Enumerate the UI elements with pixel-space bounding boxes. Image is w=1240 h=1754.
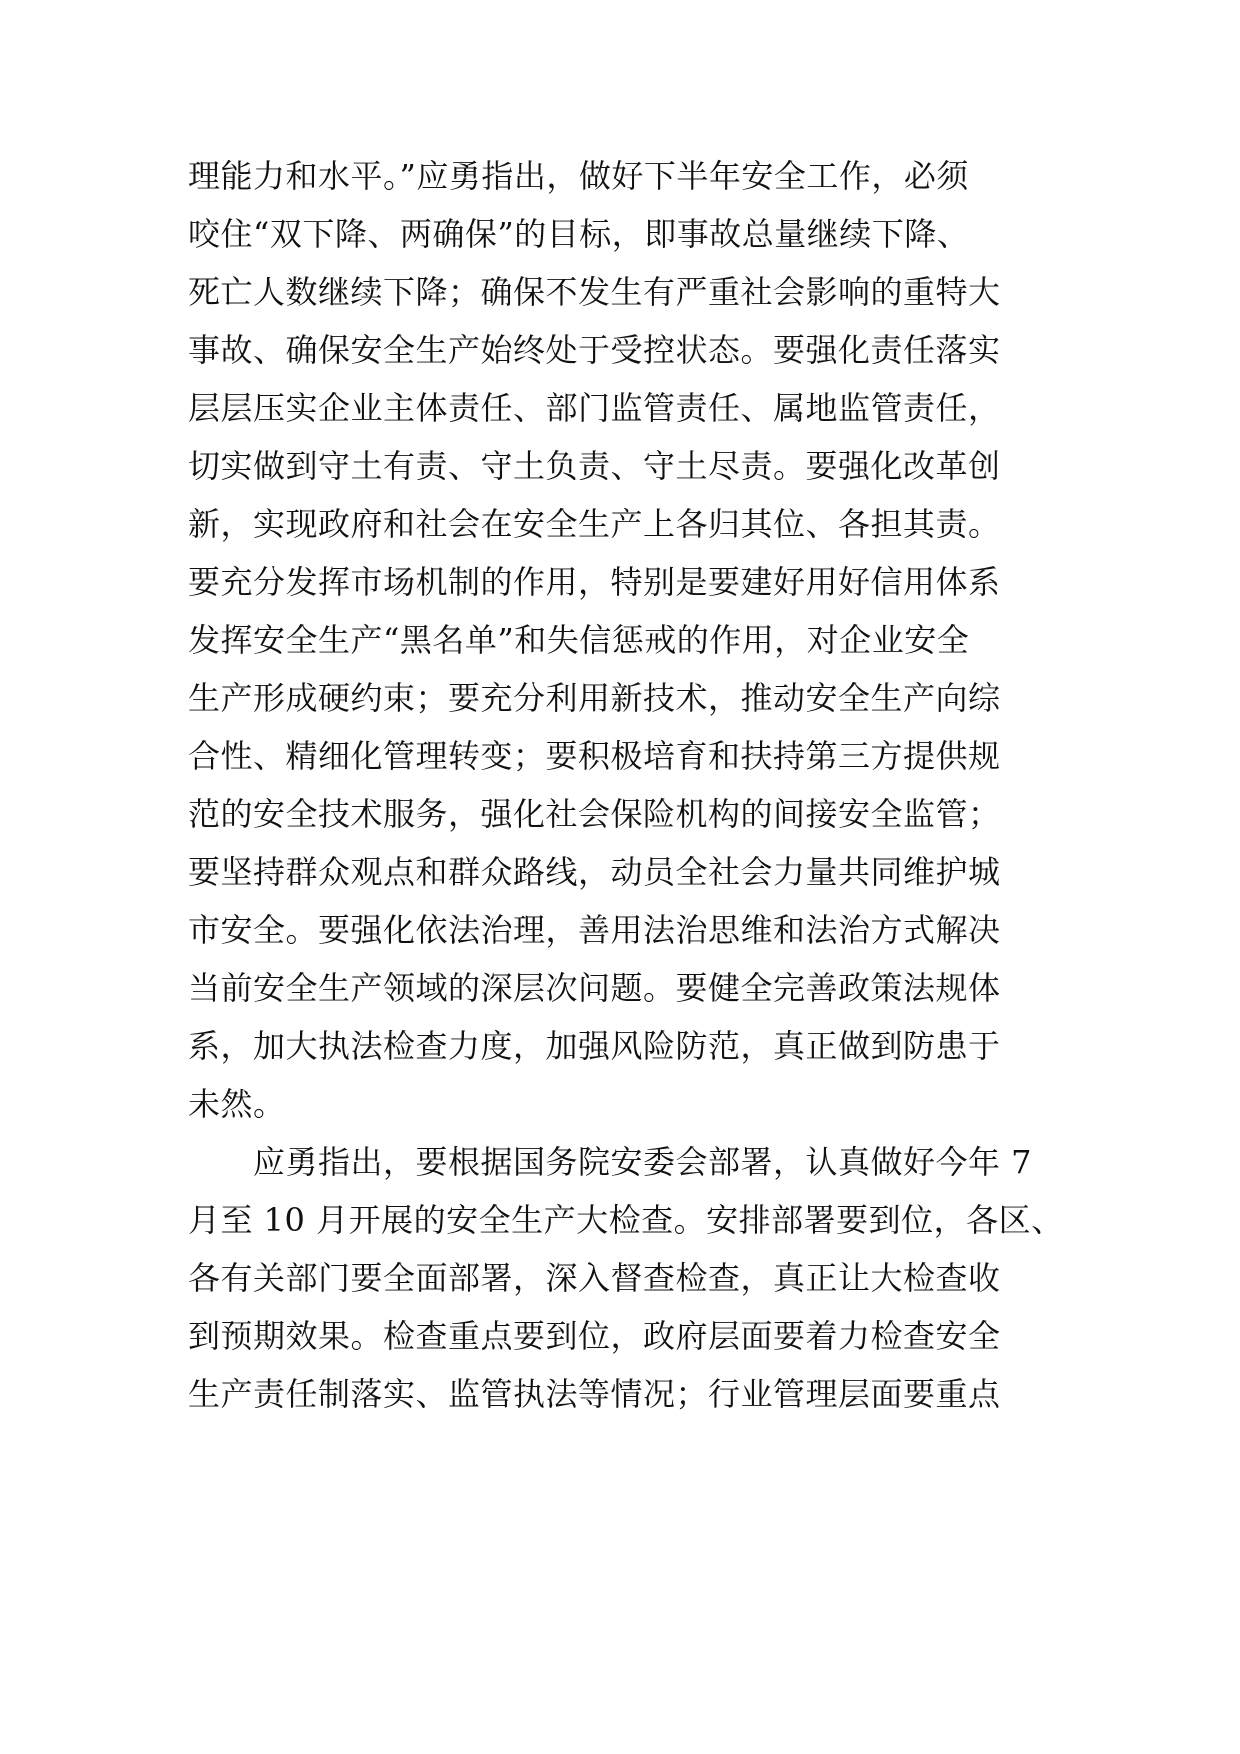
text-line: 发挥安全生产“黑名单”和失信惩戒的作用，对企业安全 [188,621,970,659]
text-line: 要充分发挥市场机制的作用，特别是要建好用好信用体系 [188,563,1001,601]
text-line: 市安全。要强化依法治理，善用法治思维和法治方式解决 [188,911,1001,949]
text-line: 范的安全技术服务，强化社会保险机构的间接安全监管； [188,795,1001,833]
text-line: 死亡人数继续下降；确保不发生有严重社会影响的重特大 [188,273,1001,311]
text-line: 生产形成硬约束；要充分利用新技术，推动安全生产向综 [188,679,1001,717]
text-line: 当前安全生产领域的深层次问题。要健全完善政策法规体 [188,969,1001,1007]
text-line: 各有关部门要全面部署，深入督查检查，真正让大检查收 [188,1259,1001,1297]
text-line: 系，加大执法检查力度，加强风险防范，真正做到防患于 [188,1027,1001,1065]
text-line: 切实做到守土有责、守土负责、守土尽责。要强化改革创 [188,447,1001,485]
text-line: 月至 10 月开展的安全生产大检查。安排部署要到位，各区、 [188,1201,1064,1239]
text-line: 理能力和水平。”应勇指出，做好下半年安全工作，必须 [188,157,969,195]
text-line: 到预期效果。检查重点要到位，政府层面要着力检查安全 [188,1317,1001,1355]
text-line: 咬住“双下降、两确保”的目标，即事故总量继续下降、 [188,215,970,253]
text-line: 合性、精细化管理转变；要积极培育和扶持第三方提供规 [188,737,1001,775]
text-line: 应勇指出，要根据国务院安委会部署，认真做好今年 7 [188,1143,1033,1181]
text-line: 未然。 [188,1085,286,1123]
text-line: 事故、确保安全生产始终处于受控状态。要强化责任落实 [188,331,1001,369]
text-line: 新，实现政府和社会在安全生产上各归其位、各担其责。 [188,505,1001,543]
text-line: 生产责任制落实、监管执法等情况；行业管理层面要重点 [188,1375,1001,1413]
text-line: 要坚持群众观点和群众路线，动员全社会力量共同维护城 [188,853,1001,891]
text-line: 层层压实企业主体责任、部门监管责任、属地监管责任， [188,389,1001,427]
